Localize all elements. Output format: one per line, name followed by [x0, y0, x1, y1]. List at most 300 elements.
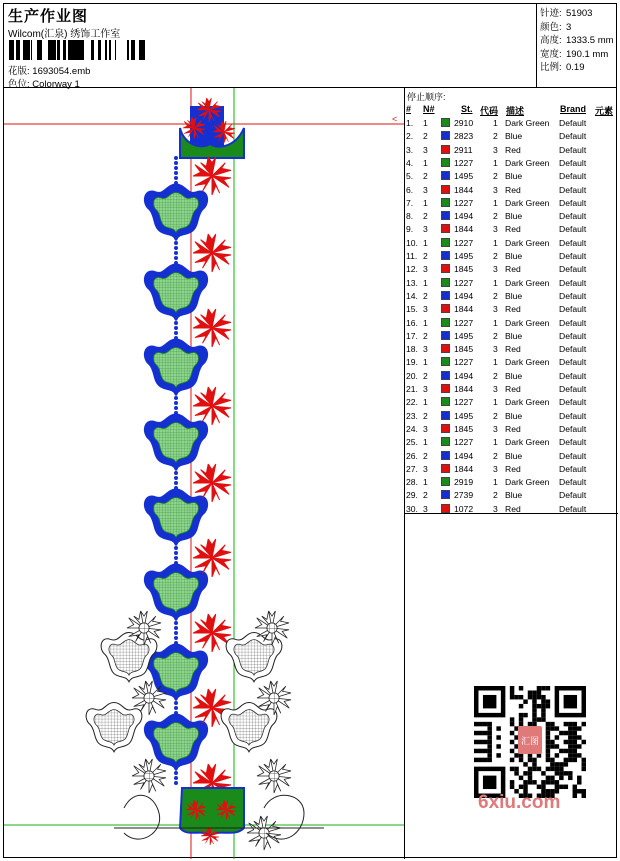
needle-number: 2: [423, 131, 428, 142]
color-code: 2: [493, 330, 498, 341]
bead: [174, 626, 178, 630]
table-row: [405, 477, 618, 490]
stop-number: 18.: [406, 344, 418, 355]
color-swatch: [441, 384, 450, 393]
needle-number: 1: [423, 397, 428, 408]
col-needle: N#: [423, 104, 435, 114]
needle-number: 1: [423, 118, 428, 128]
color-swatch: [441, 490, 450, 499]
colorway-value: Colorway 1: [32, 79, 80, 90]
color-description: Dark Green: [505, 277, 550, 288]
color-description: Dark Green: [505, 357, 550, 368]
stitch-count: 1227: [454, 237, 474, 248]
stop-number: 30.: [406, 503, 418, 514]
color-swatch: [441, 437, 450, 446]
thread-brand: Default: [559, 131, 587, 142]
stitch-count: 1227: [454, 437, 474, 448]
color-swatch: [441, 264, 450, 273]
col-stitches: St.: [461, 104, 473, 114]
bead: [174, 246, 178, 250]
design-file-name: 1693054.emb: [32, 66, 91, 77]
table-row: [405, 251, 618, 264]
stop-number: 12.: [406, 264, 418, 275]
needle-number: 2: [423, 370, 428, 381]
stat-colors: 颜色: 3: [540, 21, 572, 33]
thread-brand: Default: [559, 184, 587, 195]
stitch-count: 1494: [454, 370, 474, 381]
thread-brand: Default: [559, 410, 587, 421]
stop-number: 6.: [406, 184, 414, 195]
qr-code: [474, 686, 586, 798]
stitch-count: 1227: [454, 397, 474, 408]
color-code: 2: [493, 251, 498, 261]
color-code: 1: [493, 157, 498, 168]
bead: [174, 161, 178, 165]
stitch-count: 1494: [454, 290, 474, 301]
stitch-count: 1495: [454, 330, 474, 341]
stitch-count: 1844: [454, 184, 474, 195]
color-description: Dark Green: [505, 118, 550, 128]
stop-number: 9.: [406, 224, 414, 235]
color-swatch: [441, 211, 450, 220]
color-swatch: [441, 158, 450, 167]
color-code: 3: [493, 423, 498, 434]
color-code: 3: [493, 224, 498, 235]
color-code: 3: [493, 344, 498, 355]
table-row: [405, 264, 618, 277]
color-description: Blue: [505, 251, 523, 261]
stitch-count: 1845: [454, 264, 474, 275]
needle-number: 3: [423, 503, 428, 514]
stitch-count: 2910: [454, 118, 474, 128]
color-swatch: [441, 451, 450, 460]
red-flower: [193, 387, 231, 425]
needle-number: 1: [423, 437, 428, 448]
stop-number: 27.: [406, 463, 418, 474]
color-code: 3: [493, 384, 498, 394]
stop-number: 13.: [406, 277, 418, 288]
color-description: Blue: [505, 370, 523, 381]
needle-number: 3: [423, 304, 428, 315]
bead: [174, 326, 178, 330]
stop-number: 16.: [406, 317, 418, 328]
color-description: Dark Green: [505, 197, 550, 208]
col-brand: Brand: [560, 104, 587, 114]
table-row: [405, 224, 618, 237]
needle-number: 3: [423, 224, 428, 235]
needle-number: 1: [423, 237, 428, 248]
color-description: Red: [505, 184, 521, 195]
color-description: Dark Green: [505, 157, 550, 168]
color-description: Red: [505, 144, 521, 155]
stitch-count: 1072: [454, 503, 474, 514]
stitch-count: 1495: [454, 410, 474, 421]
table-row: [405, 171, 618, 184]
color-code: 3: [493, 184, 498, 195]
stat-scale: 比例: 0.19: [540, 62, 585, 73]
color-description: Blue: [505, 450, 523, 461]
stop-number: 28.: [406, 477, 418, 488]
table-row: [405, 464, 618, 477]
table-row: [405, 397, 618, 410]
thread-brand: Default: [559, 237, 587, 248]
stitch-count: 1844: [454, 384, 474, 394]
stitch-count: 1494: [454, 211, 474, 222]
design-preview: [4, 88, 405, 859]
thread-brand: Default: [559, 477, 587, 488]
color-code: 3: [493, 463, 498, 474]
color-description: Blue: [505, 290, 523, 301]
table-row: [405, 331, 618, 344]
table-row: [405, 291, 618, 304]
color-swatch: [441, 198, 450, 207]
color-swatch: [441, 464, 450, 473]
thread-brand: Default: [559, 450, 587, 461]
outline-flower-center: [139, 623, 149, 633]
color-code: 1: [493, 437, 498, 448]
stitch-count: 2823: [454, 131, 474, 142]
color-code: 2: [493, 370, 498, 381]
table-row: [405, 211, 618, 224]
outline-flower-center: [267, 623, 277, 633]
needle-number: 1: [423, 477, 428, 488]
needle-number: 2: [423, 251, 428, 261]
barcode: [9, 40, 145, 60]
color-swatch: [441, 331, 450, 340]
color-swatch: [441, 424, 450, 433]
stat-width: 宽度: 190.1 mm: [540, 48, 609, 60]
stop-number: 7.: [406, 197, 414, 208]
thread-brand: Default: [559, 423, 587, 434]
table-row: [405, 238, 618, 251]
stitch-count: 2911: [454, 144, 473, 155]
stitch-count: 1495: [454, 251, 474, 261]
color-code: 1: [493, 397, 498, 408]
table-row: [405, 490, 618, 503]
table-row: [405, 145, 618, 158]
embroidery-design: [4, 88, 405, 859]
thread-brand: Default: [559, 357, 587, 368]
red-flower: [193, 157, 231, 195]
bead: [174, 406, 178, 410]
thread-brand: Default: [559, 463, 587, 474]
thread-brand: Default: [559, 211, 587, 222]
table-row: [405, 371, 618, 384]
stop-number: 25.: [406, 437, 418, 448]
outline-flower-center: [259, 828, 269, 838]
bead: [174, 551, 178, 555]
stop-number: 14.: [406, 290, 418, 301]
bead: [174, 781, 178, 785]
table-row: [405, 158, 618, 171]
stitch-count: 1494: [454, 450, 474, 461]
stop-number: 21.: [406, 384, 418, 394]
color-swatch: [441, 397, 450, 406]
color-swatch: [441, 318, 450, 327]
design-stats: [536, 4, 618, 88]
color-description: Dark Green: [505, 397, 550, 408]
stop-number: 3.: [406, 144, 414, 155]
needle-number: 2: [423, 330, 428, 341]
needle-number: 2: [423, 490, 428, 501]
color-description: Dark Green: [505, 437, 550, 448]
color-code: 2: [493, 171, 498, 182]
design-file-label: 花版:: [8, 66, 30, 77]
table-row: [405, 318, 618, 331]
col-num: #: [406, 104, 412, 114]
stop-number: 8.: [406, 211, 414, 222]
color-code: 2: [493, 410, 498, 421]
table-row: [405, 131, 618, 144]
table-row: [405, 185, 618, 198]
stop-number: 24.: [406, 423, 418, 434]
thread-brand: Default: [559, 171, 587, 182]
thread-brand: Default: [559, 251, 587, 261]
company-name: Wilcom(汇泉) 绣饰工作室: [8, 29, 121, 40]
color-swatch: [441, 371, 450, 380]
thread-brand: Default: [559, 397, 587, 408]
table-row: [405, 424, 618, 437]
bead: [174, 176, 178, 180]
needle-number: 1: [423, 357, 428, 368]
color-description: Dark Green: [505, 317, 550, 328]
color-code: 2: [493, 450, 498, 461]
stitch-count: 1227: [454, 357, 474, 368]
color-swatch: [441, 251, 450, 260]
stop-number: 29.: [406, 490, 418, 501]
stitch-count: 1227: [454, 277, 474, 288]
thread-brand: Default: [559, 490, 587, 501]
color-swatch: [441, 278, 450, 287]
color-swatch: [441, 357, 450, 366]
needle-number: 2: [423, 290, 428, 301]
color-code: 3: [493, 264, 498, 275]
stop-number: 11.: [406, 251, 418, 261]
guide-marker: <: [392, 114, 398, 124]
table-row: [405, 278, 618, 291]
thread-brand: Default: [559, 330, 587, 341]
color-code: 2: [493, 211, 498, 222]
color-description: Red: [505, 224, 521, 235]
color-description: Dark Green: [505, 237, 550, 248]
thread-brand: Default: [559, 304, 587, 315]
thread-brand: Default: [559, 197, 587, 208]
stitch-count: 1844: [454, 463, 474, 474]
needle-number: 3: [423, 144, 428, 155]
design-file: [8, 63, 90, 77]
bead: [174, 476, 178, 480]
col-element: 元素: [595, 106, 614, 116]
thread-brand: Default: [559, 157, 587, 168]
outline-flower-center: [144, 693, 154, 703]
stop-number: 19.: [406, 357, 418, 368]
needle-number: 2: [423, 450, 428, 461]
color-description: Blue: [505, 171, 523, 182]
color-swatch: [441, 291, 450, 300]
needle-number: 3: [423, 264, 428, 275]
thread-brand: Default: [559, 224, 587, 235]
thread-brand: Default: [559, 144, 587, 155]
bead: [174, 706, 178, 710]
color-swatch: [441, 185, 450, 194]
needle-number: 3: [423, 384, 428, 394]
color-description: Blue: [505, 490, 523, 501]
color-code: 1: [493, 477, 498, 488]
stop-number: 20.: [406, 370, 418, 381]
thread-brand: Default: [559, 317, 587, 328]
stop-number: 4.: [406, 157, 414, 168]
color-code: 1: [493, 317, 498, 328]
col-desc: 描述: [506, 106, 525, 116]
table-row: [405, 304, 618, 317]
color-swatch: [441, 131, 450, 140]
color-code: 2: [493, 290, 498, 301]
color-swatch: [441, 411, 450, 420]
color-description: Red: [505, 304, 521, 315]
qr-logo-text: 汇图: [520, 737, 540, 747]
thread-brand: Default: [559, 277, 587, 288]
color-description: Red: [505, 344, 521, 355]
color-swatch: [441, 171, 450, 180]
stitch-count: 1227: [454, 157, 474, 168]
stitch-count: 1844: [454, 224, 474, 235]
color-code: 1: [493, 277, 498, 288]
needle-number: 1: [423, 197, 428, 208]
needle-number: 3: [423, 184, 428, 195]
stat-stitches: 针迹: 51903: [540, 8, 593, 19]
color-description: Red: [505, 423, 521, 434]
thread-brand: Default: [559, 370, 587, 381]
stop-number: 1.: [406, 118, 414, 128]
color-code: 1: [493, 237, 498, 248]
color-swatch: [441, 504, 450, 513]
stop-number: 5.: [406, 171, 414, 182]
table-row: [405, 357, 618, 370]
color-code: 3: [493, 144, 498, 155]
needle-number: 1: [423, 157, 428, 168]
stop-number: 22.: [406, 397, 418, 408]
stitch-count: 1227: [454, 197, 474, 208]
table-row: [405, 384, 618, 397]
color-code: 3: [493, 503, 498, 514]
table-row: [405, 118, 618, 131]
table-row: [405, 198, 618, 211]
stat-height: 高度: 1333.5 mm: [540, 35, 614, 46]
thread-brand: Default: [559, 503, 587, 514]
needle-number: 3: [423, 463, 428, 474]
worksheet-frame: [3, 3, 617, 858]
color-description: Dark Green: [505, 477, 550, 488]
bead: [174, 636, 178, 640]
col-code: 代码: [480, 106, 499, 116]
thread-brand: Default: [559, 118, 587, 128]
color-description: Blue: [505, 131, 523, 142]
stop-number: 17.: [406, 330, 418, 341]
red-flower: [193, 614, 231, 652]
table-row: [405, 344, 618, 357]
color-description: Blue: [505, 330, 523, 341]
stitch-count: 2739: [454, 490, 474, 501]
color-description: Red: [505, 503, 521, 514]
bead: [174, 171, 178, 175]
outline-flower-center: [144, 771, 154, 781]
stop-number: 10.: [406, 237, 418, 248]
bead: [174, 631, 178, 635]
color-code: 2: [493, 490, 498, 501]
color-code: 1: [493, 357, 498, 368]
bead: [174, 776, 178, 780]
stop-number: 2.: [406, 131, 414, 142]
red-flower: [193, 309, 231, 347]
color-code: 3: [493, 304, 498, 315]
thread-brand: Default: [559, 264, 587, 275]
color-swatch: [441, 344, 450, 353]
stop-sequence-title: 停止顺序:: [407, 92, 446, 102]
header: [4, 4, 616, 88]
needle-number: 2: [423, 410, 428, 421]
outline-flower-center: [269, 693, 279, 703]
color-swatch: [441, 477, 450, 486]
needle-number: 1: [423, 277, 428, 288]
color-description: Red: [505, 463, 521, 474]
table-row: [405, 504, 618, 517]
color-swatch: [441, 118, 450, 127]
needle-number: 1: [423, 317, 428, 328]
color-description: Red: [505, 384, 521, 394]
outline-flower-center: [269, 771, 279, 781]
stitch-count: 1495: [454, 171, 474, 182]
bead: [174, 331, 178, 335]
red-flower: [193, 234, 231, 272]
color-description: Blue: [505, 410, 523, 421]
stop-number: 23.: [406, 410, 418, 421]
color-description: Red: [505, 264, 521, 275]
stop-number: 26.: [406, 450, 418, 461]
thread-brand: Default: [559, 437, 587, 448]
needle-number: 2: [423, 211, 428, 222]
thread-brand: Default: [559, 384, 587, 394]
needle-number: 2: [423, 171, 428, 182]
needle-number: 3: [423, 344, 428, 355]
stitch-count: 1227: [454, 317, 474, 328]
stitch-count: 2919: [454, 477, 474, 488]
color-code: 1: [493, 118, 498, 128]
stop-sequence-table: [405, 88, 618, 514]
watermark: 6xiu.com: [478, 792, 561, 813]
color-swatch: [441, 145, 450, 154]
stitch-count: 1845: [454, 423, 474, 434]
colorway-label: 色位:: [8, 79, 30, 90]
table-row: [405, 437, 618, 450]
thread-brand: Default: [559, 344, 587, 355]
stitch-count: 1845: [454, 344, 474, 355]
stop-number: 15.: [406, 304, 418, 315]
color-swatch: [441, 238, 450, 247]
bottom-cap: [180, 788, 244, 836]
color-description: Blue: [505, 211, 523, 222]
needle-number: 3: [423, 423, 428, 434]
table-row: [405, 451, 618, 464]
bead: [174, 481, 178, 485]
bead: [174, 401, 178, 405]
color-swatch: [441, 224, 450, 233]
bead: [174, 251, 178, 255]
bead: [174, 556, 178, 560]
thread-brand: Default: [559, 290, 587, 301]
bead: [174, 166, 178, 170]
color-swatch: [441, 304, 450, 313]
table-row: [405, 411, 618, 424]
